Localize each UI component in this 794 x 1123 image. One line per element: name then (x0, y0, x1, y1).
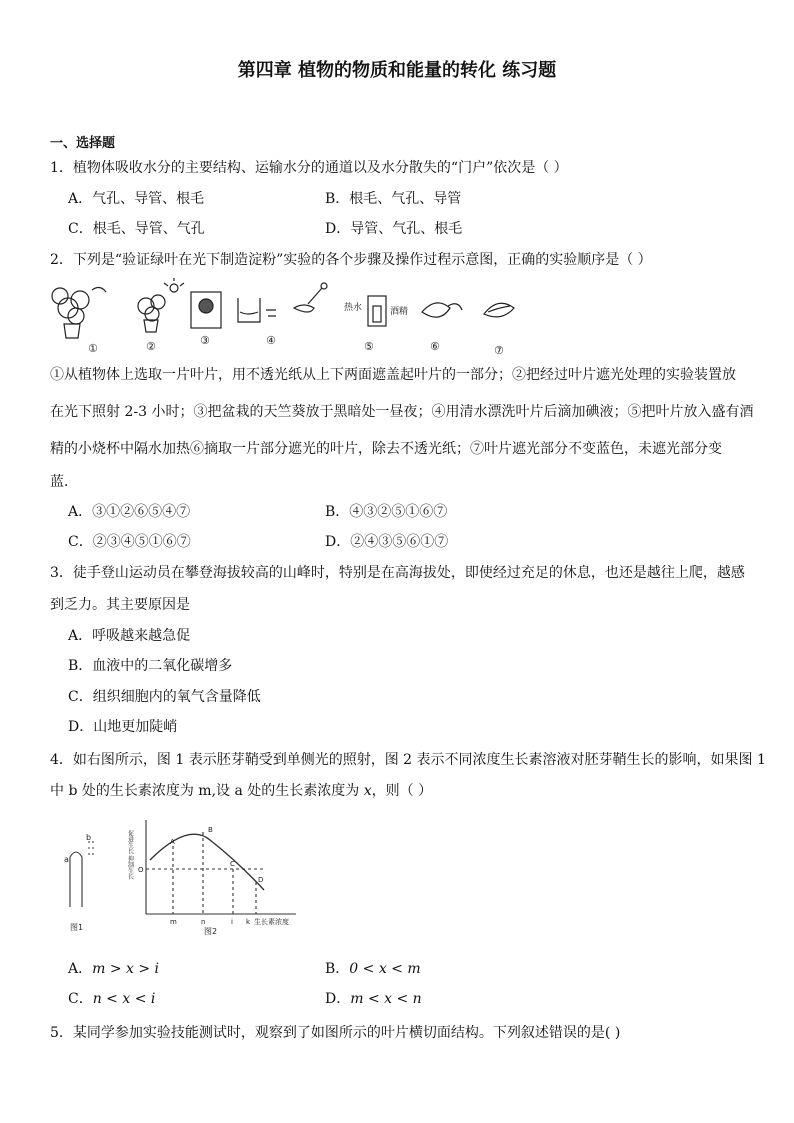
step7-leaf-icon (422, 303, 462, 317)
growth-curve (150, 834, 264, 890)
q2-steps-figure (46, 278, 526, 360)
origin-label: O (138, 866, 144, 874)
q4-stem-2: 中 b 处的生长素浓度为 m,设 a 处的生长素浓度为 x，则（ ） (50, 783, 433, 799)
q2-option-a[interactable]: A．③①②⑥⑤④⑦ (68, 504, 191, 520)
point-label: C (230, 860, 235, 868)
q1-stem: 1．植物体吸收水分的主要结构、运输水分的通道以及水分散失的“门户”依次是（ ） (50, 160, 568, 176)
point-label: B (208, 826, 213, 834)
step-label: ② (146, 340, 156, 353)
x-axis-label: 生长素浓度 (254, 918, 289, 926)
x-tick: i (231, 918, 233, 926)
q1-option-c[interactable]: C．根毛、导管、气孔 (68, 221, 205, 237)
q3-stem-1: 3．徒手登山运动员在攀登海拔较高的山峰时，特别是在高海拔处，即使经过充足的休息，也还是越往上爬，越感 (50, 565, 745, 581)
q2-body-3: 精的小烧杯中隔水加热⑥摘取一片部分遮光的叶片，除去不透光纸；⑦叶片遮光部分不变蓝色，未遮光部分变 (50, 441, 722, 457)
alcohol-label: 酒精 (390, 307, 409, 317)
coleoptile-shape (70, 852, 82, 907)
point-label: A (170, 838, 175, 846)
step-label: ③ (200, 334, 210, 347)
q4-option-d[interactable]: D．m < x < n (325, 991, 422, 1007)
q2-stem: 2．下列是“验证绿叶在光下制造淀粉”实验的各个步骤及操作过程示意图，正确的实验顺序是（ ） (50, 252, 652, 268)
q3-option-a[interactable]: A．呼吸越来越急促 (68, 628, 191, 644)
step6-water-bath-icon (368, 296, 386, 326)
step3-dark-box-icon (191, 292, 221, 328)
q4-option-b[interactable]: B．0 < x < m (325, 961, 421, 977)
q4-variable-x: x (363, 783, 372, 799)
section-heading: 一、选择题 (50, 136, 116, 151)
q1-option-d[interactable]: D．导管、气孔、根毛 (325, 221, 463, 237)
step-label: ① (88, 342, 98, 355)
y-axis-label: 促进生长 抑制生长 (126, 830, 134, 880)
fig2-label: 图2 (204, 927, 218, 936)
q4-option-a[interactable]: A．m > x > i (68, 961, 160, 977)
step-label: ⑦ (494, 344, 504, 357)
step-label: ④ (266, 334, 276, 347)
q1-option-a[interactable]: A．气孔、导管、根毛 (68, 191, 205, 207)
step5-dropper-icon (294, 283, 327, 312)
q2-body-1: ①从植物体上选取一片叶片，用不透光纸从上下两面遮盖起叶片的一部分；②把经过叶片遮光处理的实验装置放 (50, 367, 736, 383)
q4-figure (58, 812, 318, 937)
fig-label-a: a (64, 855, 69, 864)
q1-option-b[interactable]: B．根毛、气孔、导管 (325, 191, 462, 207)
q4-option-c[interactable]: C．n < x < i (68, 991, 156, 1007)
q2-option-d[interactable]: D．②④③⑤⑥①⑦ (325, 534, 449, 550)
q3-option-d[interactable]: D．山地更加陡峭 (68, 719, 178, 735)
q4-stem-1: 4．如右图所示，图 1 表示胚芽鞘受到单侧光的照射，图 2 表示不同浓度生长素溶液对胚芽鞘生长的影响，如果图 1 (50, 752, 766, 768)
step-label: ⑥ (430, 340, 440, 353)
q2-body-4: 蓝． (50, 474, 78, 490)
step8-leaf-icon (484, 303, 514, 317)
x-tick: m (170, 918, 177, 926)
q3-option-c[interactable]: C．组织细胞内的氧气含量降低 (68, 689, 261, 705)
q2-body-2: 在光下照射 2-3 小时；③把盆栽的天竺葵放于黑暗处一昼夜；④用清水漂洗叶片后滴加碘液；⑤把叶片放入盛有酒 (50, 404, 754, 420)
x-tick: n (201, 918, 206, 926)
step1-plant-icon (52, 287, 106, 338)
q3-option-b[interactable]: B．血液中的二氧化碳增多 (68, 658, 233, 674)
q2-option-c[interactable]: C．②③④⑤①⑥⑦ (68, 534, 191, 550)
step4-beaker-icon (238, 298, 276, 322)
fig1-label: 图1 (70, 923, 84, 932)
fig-label-b: b (86, 833, 92, 842)
q3-stem-2: 到乏力。其主要原因是 (50, 597, 190, 613)
page-title: 第四章 植物的物质和能量的转化 练习题 (237, 60, 557, 81)
x-tick: k (246, 918, 251, 926)
step-label: ⑤ (364, 340, 374, 353)
step2-plant-light-icon (138, 278, 184, 332)
hot-water-label: 热水 (344, 303, 363, 313)
q2-option-b[interactable]: B．④③②⑤①⑥⑦ (325, 504, 448, 520)
point-label: D (258, 876, 264, 884)
q5-stem: 5．某同学参加实验技能测试时，观察到了如图所示的叶片横切面结构。下列叙述错误的是( ) (50, 1025, 621, 1041)
